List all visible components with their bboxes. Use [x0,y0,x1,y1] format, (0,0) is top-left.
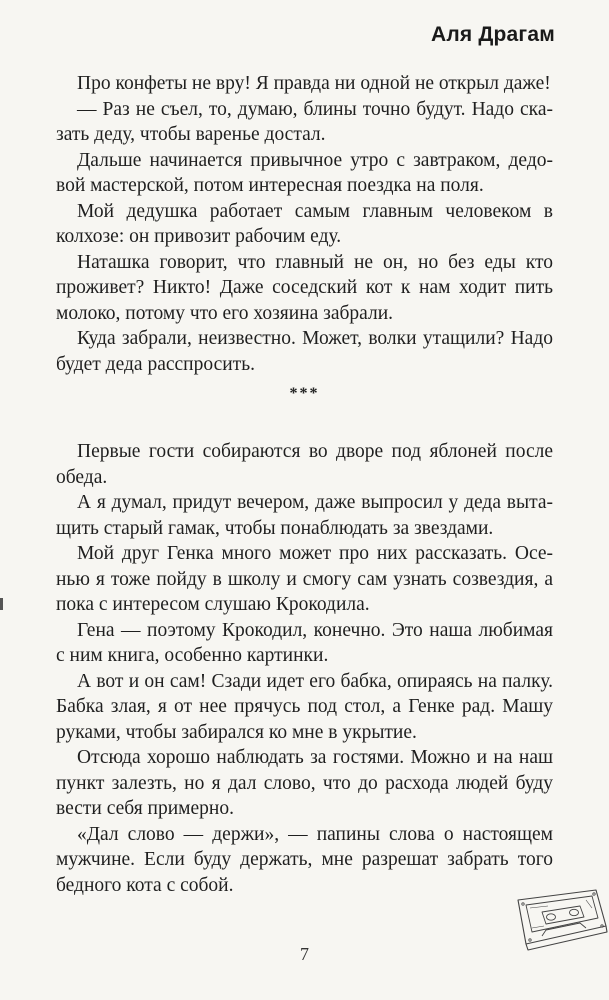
paragraph: — Раз не съел, то, думаю, блины точно будут. Надо сказать деду, чтобы варенье достал. [56,98,553,145]
paragraph: Мой друг Генка много может про них рассказать. Осенью я тоже пойду в школу и смогу сам узнать созвездия, а пока с интересом слушаю Крокодила. [56,543,553,615]
paragraph: Наташка говорит, что главный не он, но без еды кто проживет? Никто! Даже соседский кот к нам ходит пить молоко, потому что его хозяина забрали. [56,251,553,324]
page-number: 7 [300,944,309,964]
paragraph: Гена — поэтому Крокодил, конечно. Это наша любимая с ним книга, особенно картинки. [56,619,553,666]
paragraph: Про конфеты не вру! Я правда ни одной не открыл даже! [77,73,551,94]
paragraph: Куда забрали, неизвестно. Может, волки утащили? Надо будет деда расспросить. [56,328,553,375]
page-edge-mark [0,598,3,610]
text-section-2 [56,439,553,898]
paragraph: Отсюда хорошо наблюдать за гостями. Можно и на наш пункт залезть, но я дал слово, что до расхода людей буду вести себя примерно. [56,747,553,819]
running-head-author: Аля Драгам [430,23,555,46]
paragraph: «Дал слово — держи», — папины слова о настоящем мужчине. Если буду держать, мне разрешат забрать того бедного кота с собой. [56,823,553,896]
section-separator: *** [289,385,320,402]
cassette-tape-sketch-icon [508,886,608,956]
paragraph: А я думал, придут вечером, даже выпросил у деда вытащить старый гамак, чтобы понаблюдать за звездами. [56,492,553,539]
paragraph: Мой дедушка работает самым главным человеком в колхозе: он привозит рабочим еду. [56,200,553,247]
paragraph: А вот и он сам! Сзади идет его бабка, опираясь на палку. Бабка злая, я от нее прячусь под стол, а Генке рад. Машу руками, чтобы забирался ко мне в укрытие. [56,670,553,743]
paragraph: Дальше начинается привычное утро с завтраком, дедовой мастерской, потом интересная поездка на поля. [56,149,553,196]
text-section-1 [56,71,553,377]
paragraph: Первые гости собираются во дворе под яблоней после обеда. [56,441,553,488]
